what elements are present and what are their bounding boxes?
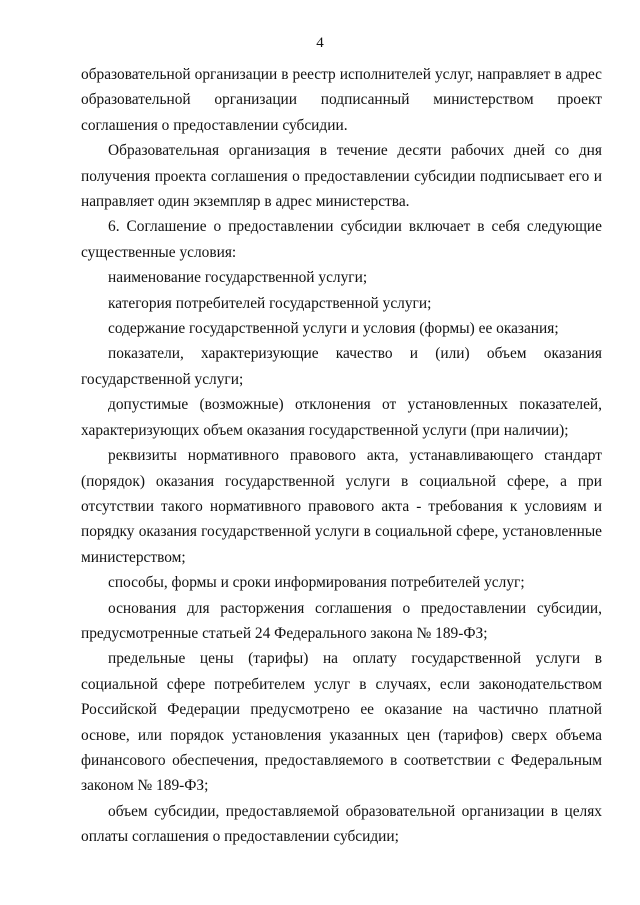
list-item: допустимые (возможные) отклонения от установленных показателей, характеризующих объем оказания государственной услуги (при наличии); <box>81 396 602 439</box>
list-item: объем субсидии, предоставляемой образовательной организации в целях оплаты соглашения о предоставлении субсидии; <box>81 802 602 846</box>
list-item: основания для расторжения соглашения о предоставлении субсидии, предусмотренные статьей 24 Федерального закона № 189-ФЗ; <box>81 599 602 642</box>
paragraph-continuation: образовательной организации в реестр исполнителей услуг, направляет в адрес образовательной организации подписанный министерством проект соглашения о предоставлении субсидии. <box>81 66 602 134</box>
list-item: категория потребителей государственной услуги; <box>108 294 432 312</box>
document-body <box>81 62 602 850</box>
paragraph-section-6: 6. Соглашение о предоставлении субсидии включает в себя следующие существенные условия: <box>81 218 602 261</box>
list-item: предельные цены (тарифы) на оплату государственной услуги в социальной сфере потребителем услуг в случаях, если законодательством Российской Федерации предусмотрено ее оказание на частично платной основе, или порядок установления указанных цен (тарифов) сверх объема финансового обеспечения, предоставляемого в соответствии с Федеральным законом № 189-ФЗ; <box>81 650 602 795</box>
list-item: наименование государственной услуги; <box>108 269 368 287</box>
list-item: реквизиты нормативного правового акта, устанавливающего стандарт (порядок) оказания государственной услуги в социальной сфере, а при отсутствии такого нормативного правового акта - требования к условиям и порядку оказания государственной услуги в социальной сфере, установленные министерством; <box>81 447 602 566</box>
page-number: 4 <box>316 35 324 51</box>
list-item: показатели, характеризующие качество и (или) объем оказания государственной услуги; <box>81 345 602 388</box>
paragraph: Образовательная организация в течение десяти рабочих дней со дня получения проекта соглашения о предоставлении субсидии подписывает его и направляет один экземпляр в адрес министерства. <box>81 142 602 211</box>
list-item: содержание государственной услуги и условия (формы) ее оказания; <box>108 320 559 338</box>
list-item: способы, формы и сроки информирования потребителей услуг; <box>108 574 525 592</box>
